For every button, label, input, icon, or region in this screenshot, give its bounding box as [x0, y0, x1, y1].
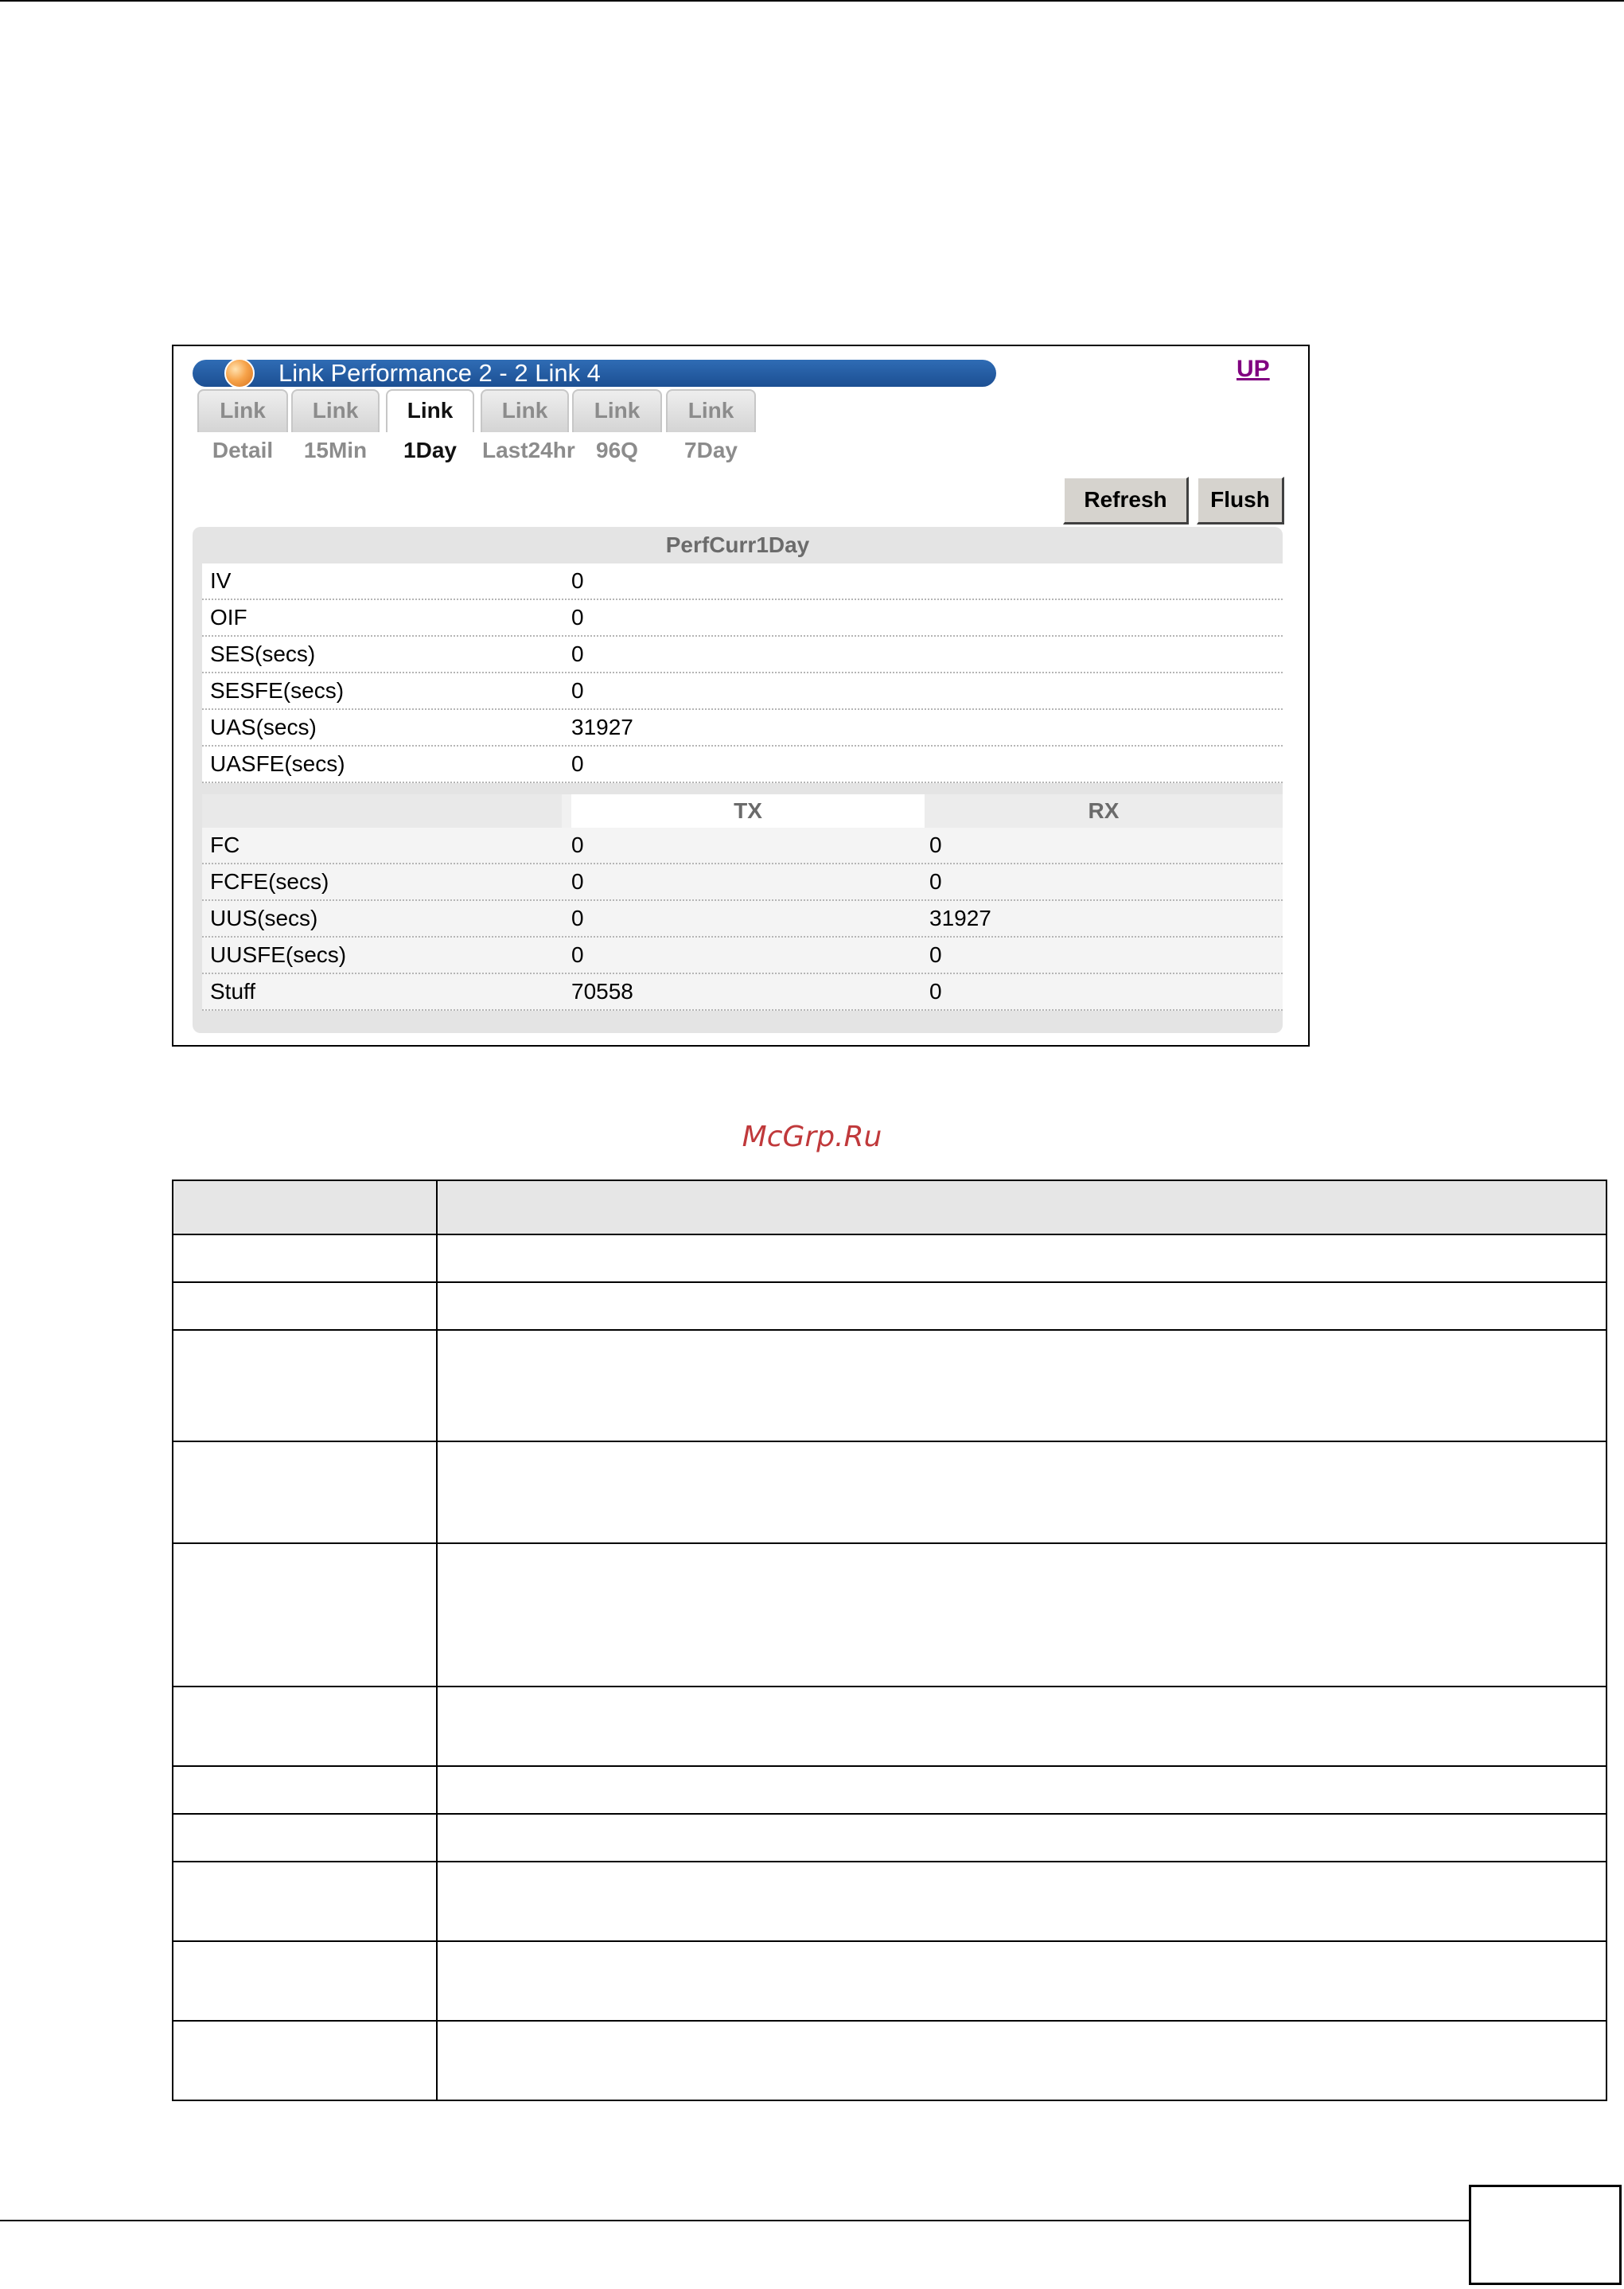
row-rx-value: 0 — [929, 833, 942, 857]
table-cell — [173, 1687, 437, 1766]
table-cell — [437, 1766, 1606, 1814]
table-row — [202, 938, 1283, 974]
tx-header: TX — [571, 794, 925, 828]
up-link[interactable]: UP — [1236, 356, 1270, 382]
orb-icon — [224, 358, 255, 388]
footer-rule — [0, 2220, 1469, 2221]
screenshot-frame — [172, 345, 1310, 1047]
tab-link-7day[interactable]: Link 7Day — [666, 389, 756, 432]
table-row — [173, 1814, 1606, 1862]
table-row — [202, 828, 1283, 864]
table-row — [173, 1862, 1606, 1941]
table-cell — [173, 1766, 437, 1814]
row-label: Stuff — [210, 979, 256, 1004]
table-cell — [173, 1282, 437, 1330]
tab-link-last24hr[interactable]: Link Last24hr — [481, 389, 569, 432]
header-blank-cell — [202, 794, 562, 828]
row-value: 0 — [571, 678, 584, 703]
table-row — [202, 901, 1283, 938]
row-label: SESFE(secs) — [210, 678, 345, 703]
panel-title: PerfCurr1Day — [665, 532, 810, 557]
row-label: UUS(secs) — [210, 906, 318, 930]
row-label: OIF — [210, 605, 247, 630]
top-rule — [0, 0, 1624, 2]
perf-panel — [193, 527, 1283, 1033]
row-rx-value: 0 — [929, 979, 942, 1004]
tab-link-detail[interactable]: Link Detail — [197, 389, 288, 432]
section-separator — [202, 783, 1283, 794]
table-cell — [437, 1543, 1606, 1687]
page-number-box — [1469, 2185, 1622, 2285]
table-row — [173, 1282, 1606, 1330]
table-cell — [437, 1441, 1606, 1543]
table-row — [173, 1941, 1606, 2021]
table-cell — [437, 1330, 1606, 1441]
refresh-button[interactable]: Refresh — [1063, 477, 1189, 524]
table-cell — [437, 1941, 1606, 2021]
row-label: SES(secs) — [210, 641, 316, 666]
table-row — [173, 1687, 1606, 1766]
row-value: 0 — [571, 605, 584, 630]
row-label: UASFE(secs) — [210, 751, 345, 776]
row-tx-value: 0 — [571, 869, 584, 894]
table-row — [173, 2021, 1606, 2100]
row-tx-value: 0 — [571, 906, 584, 930]
table-row — [202, 974, 1283, 1011]
row-value: 0 — [571, 751, 584, 776]
tab-link-96q[interactable]: Link 96Q — [572, 389, 662, 432]
table-cell — [173, 1941, 437, 2021]
row-label: UUSFE(secs) — [210, 942, 347, 967]
table-cell — [437, 1814, 1606, 1862]
table-row — [202, 563, 1283, 600]
table-cell — [173, 1180, 437, 1234]
row-rx-value: 0 — [929, 869, 942, 894]
table-cell — [437, 2021, 1606, 2100]
rx-header: RX — [925, 794, 1283, 828]
table-cell — [437, 1862, 1606, 1941]
row-value: 31927 — [571, 715, 633, 739]
table-cell — [437, 1234, 1606, 1282]
row-value: 0 — [571, 568, 584, 593]
txrx-header-row — [202, 794, 1283, 828]
table-cell — [173, 1330, 437, 1441]
table-row — [173, 1766, 1606, 1814]
window-title: Link Performance 2 - 2 Link 4 — [278, 359, 601, 387]
table-row — [173, 1330, 1606, 1441]
table-cell — [173, 1862, 437, 1941]
title-bar — [193, 360, 996, 387]
table-header-row — [173, 1180, 1606, 1234]
table-row — [173, 1234, 1606, 1282]
table-row — [202, 864, 1283, 901]
table-cell — [173, 1234, 437, 1282]
tab-link-1day[interactable]: Link 1Day — [386, 389, 474, 432]
row-label: FC — [210, 833, 240, 857]
table-row — [202, 637, 1283, 673]
flush-button[interactable]: Flush — [1197, 477, 1284, 524]
table-row — [173, 1543, 1606, 1687]
table-cell — [173, 1814, 437, 1862]
table-cell — [437, 1282, 1606, 1330]
table-cell — [173, 2021, 437, 2100]
row-value: 0 — [571, 641, 584, 666]
table-row — [202, 673, 1283, 710]
table-row — [202, 710, 1283, 747]
row-rx-value: 31927 — [929, 906, 991, 930]
tab-link-15min[interactable]: Link 15Min — [291, 389, 380, 432]
table-cell — [173, 1441, 437, 1543]
row-label: FCFE(secs) — [210, 869, 329, 894]
row-label: UAS(secs) — [210, 715, 317, 739]
table-row — [202, 747, 1283, 783]
row-label: IV — [210, 568, 232, 593]
row-tx-value: 0 — [571, 833, 584, 857]
table-cell — [437, 1180, 1606, 1234]
description-table — [172, 1180, 1607, 2101]
table-cell — [437, 1687, 1606, 1766]
row-rx-value: 0 — [929, 942, 942, 967]
perf-rows — [202, 563, 1283, 1011]
table-row — [202, 600, 1283, 637]
row-tx-value: 0 — [571, 942, 584, 967]
table-row — [173, 1441, 1606, 1543]
watermark: McGrp.Ru — [742, 1121, 882, 1153]
table-cell — [173, 1543, 437, 1687]
row-tx-value: 70558 — [571, 979, 633, 1004]
